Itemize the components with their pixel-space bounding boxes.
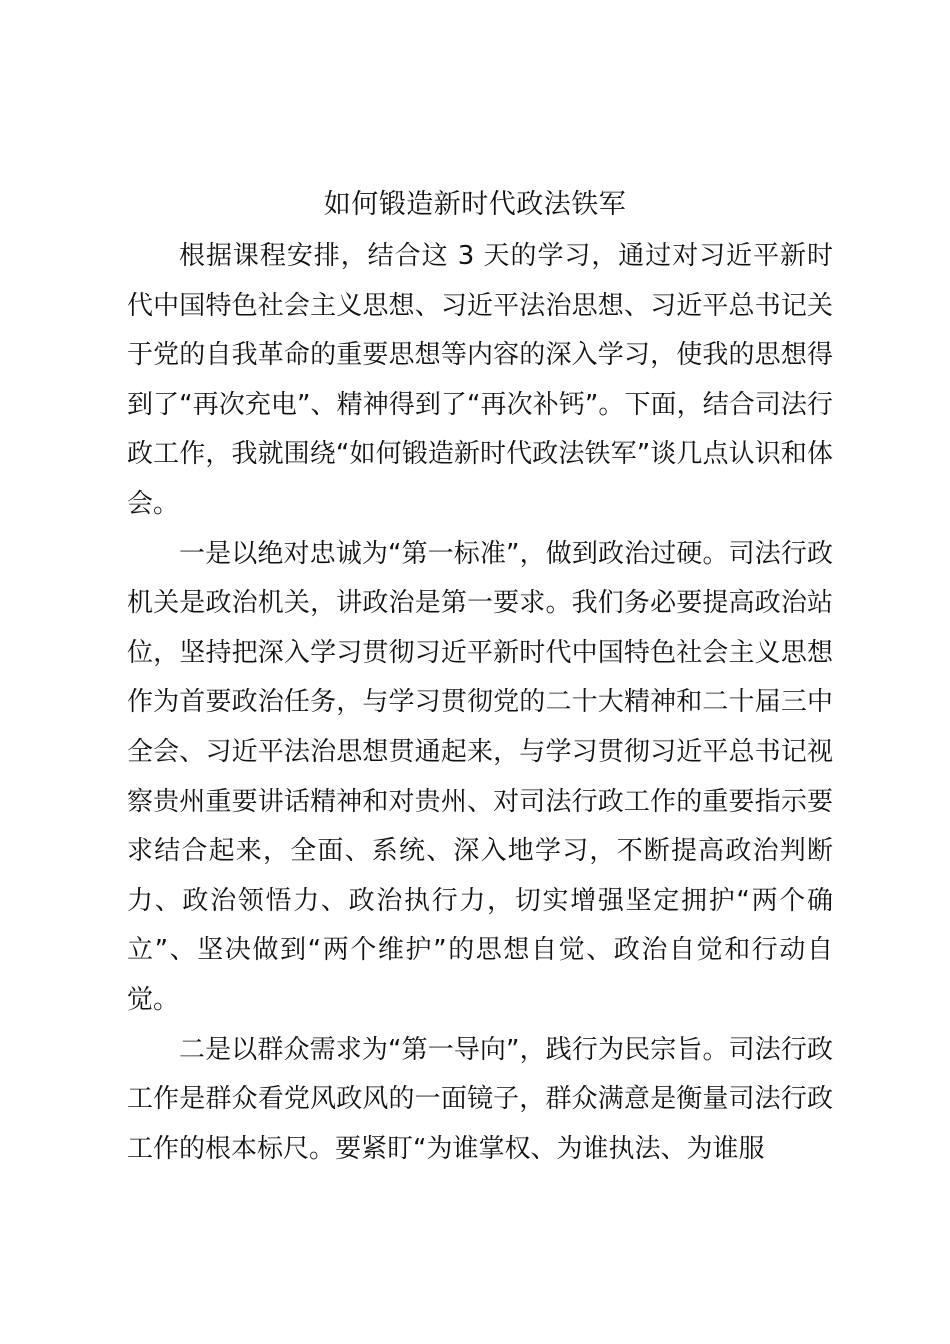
document-body — [127, 232, 833, 1174]
paragraph-intro: 根据课程安排，结合这 3 天的学习，通过对习近平新时代中国特色社会主义思想、习近平法治思想、习近平总书记关于党的自我革命的重要思想等内容的深入学习，使我的思想得到了“再次充电”、精神得到了“再次补钙”。下面，结合司法行政工作，我就围绕“如何锻造新时代政法铁军”谈几点认识和体会。 — [127, 241, 833, 519]
paragraph-loyalty: 一是以绝对忠诚为“第一标准”，做到政治过硬。司法行政机关是政治机关，讲政治是第一要求。我们务必要提高政治站位，坚持把深入学习贯彻习近平新时代中国特色社会主义思想作为首要政治任务，与学习贯彻党的二十大精神和二十届三中全会、习近平法治思想贯通起来，与学习贯彻习近平总书记视察贵州重要讲话精神和对贵州、对司法行政工作的重要指示要求结合起来，全面、系统、深入地学习，不断提高政治判断力、政治领悟力、政治执行力，切实增强坚定拥护“两个确立”、坚决做到“两个维护”的思想自觉、政治自觉和行动自觉。 — [127, 538, 833, 1015]
document-title: 如何锻造新时代政法铁军 — [323, 189, 627, 220]
paragraph-people: 二是以群众需求为“第一导向”，践行为民宗旨。司法行政工作是群众看党风政风的一面镜子，群众满意是衡量司法行政工作的根本标尺。要紧盯“为谁掌权、为谁执法、为谁服 — [127, 1034, 833, 1164]
